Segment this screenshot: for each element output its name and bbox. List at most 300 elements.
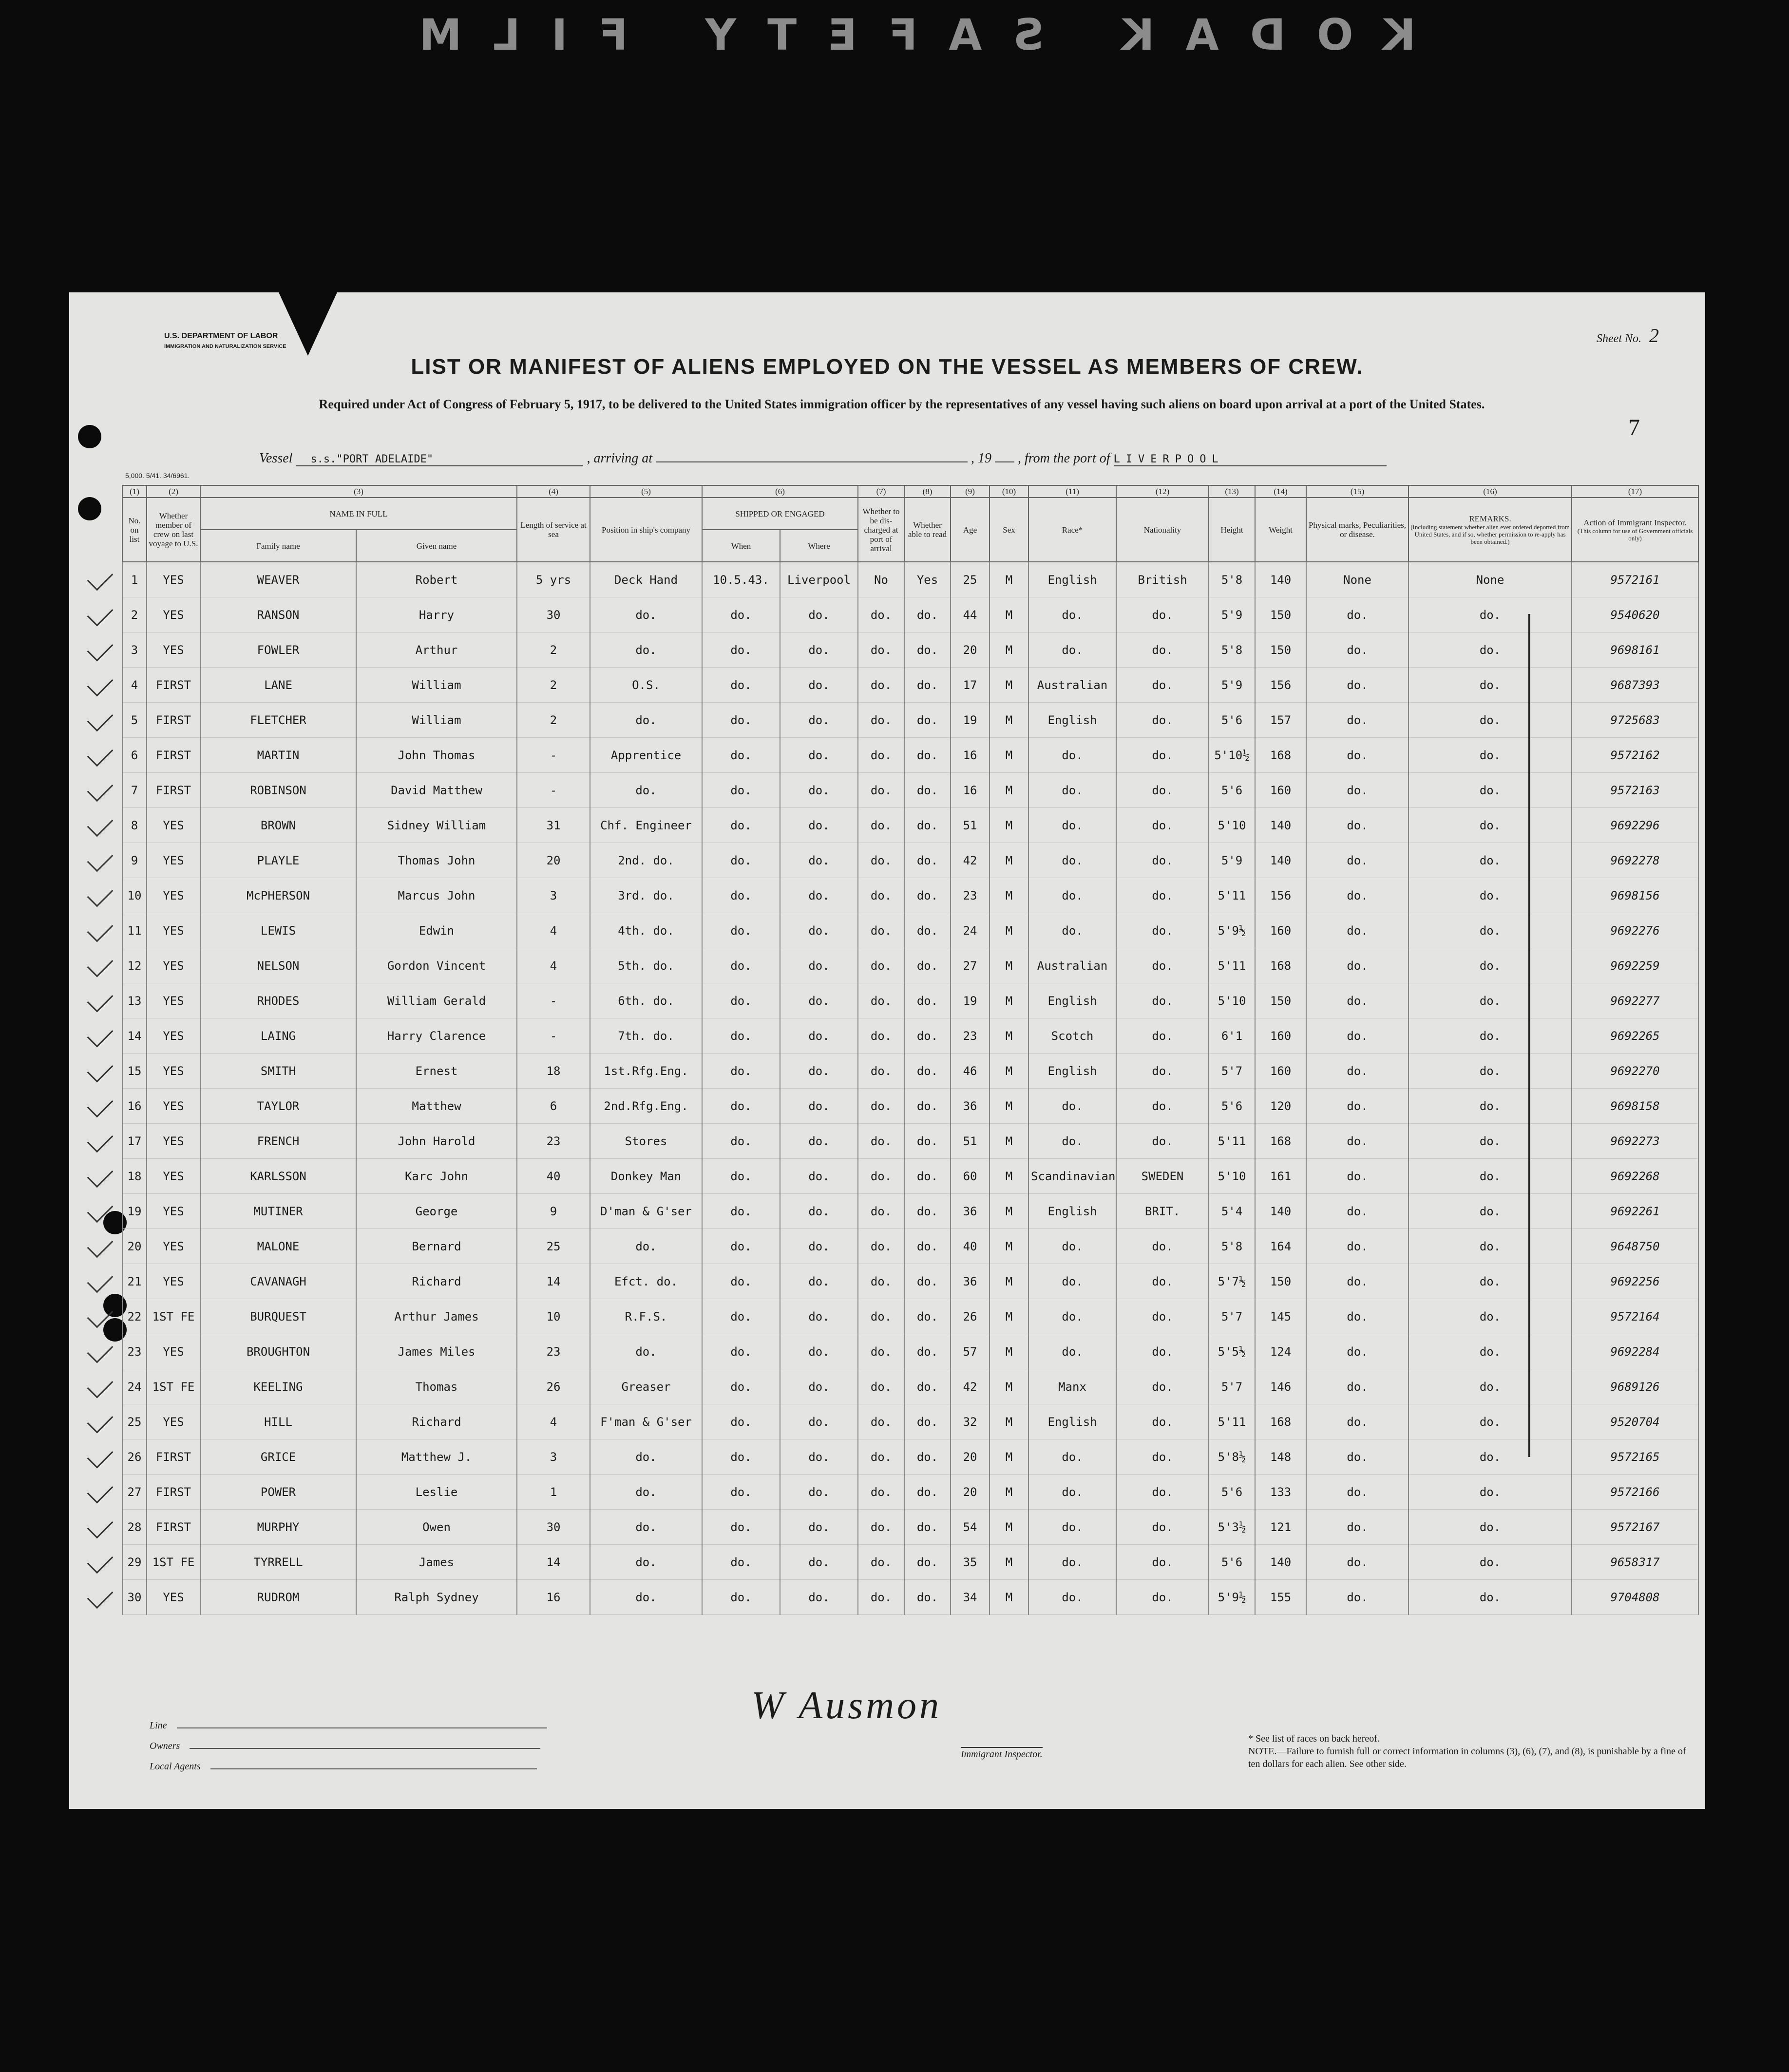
vessel-name: s.s."PORT ADELAIDE"	[296, 453, 583, 466]
height: 5'6	[1209, 1089, 1255, 1124]
inspector-action: 9687393	[1572, 668, 1698, 703]
weight: 140	[1255, 1545, 1306, 1580]
inspector-action: 9572162	[1572, 738, 1698, 773]
weight: 140	[1255, 843, 1306, 878]
family-name: KARLSSON	[200, 1159, 356, 1194]
able-to-read: do.	[904, 1510, 951, 1545]
inspector-action: 9692273	[1572, 1124, 1698, 1159]
race: English	[1028, 1194, 1116, 1229]
remarks: do.	[1408, 773, 1572, 808]
race: do.	[1028, 1510, 1116, 1545]
sex: M	[990, 1018, 1028, 1054]
weight: 160	[1255, 913, 1306, 948]
sex: M	[990, 1264, 1028, 1299]
sex: M	[990, 1334, 1028, 1369]
inspector-action: 9692276	[1572, 913, 1698, 948]
weight: 168	[1255, 1124, 1306, 1159]
nationality: do.	[1116, 1475, 1209, 1510]
table-row	[122, 1580, 1698, 1615]
given-name: William	[356, 703, 517, 738]
table-row	[122, 1264, 1698, 1299]
col-header-discharged: Whether to be dis-charged at port of arrival	[858, 498, 904, 562]
inspector-action: 9572165	[1572, 1439, 1698, 1475]
print-code: 5,000. 5/41. 34/6961.	[125, 472, 190, 480]
discharged: do.	[858, 1404, 904, 1439]
length-of-service: 26	[517, 1369, 590, 1404]
sex: M	[990, 1404, 1028, 1439]
age: 46	[951, 1054, 990, 1089]
family-name: RHODES	[200, 983, 356, 1018]
check-mark	[87, 1477, 114, 1503]
shipped-where: do.	[780, 668, 858, 703]
shipped-where: do.	[780, 1194, 858, 1229]
shipped-when: do.	[702, 1439, 780, 1475]
able-to-read: do.	[904, 1299, 951, 1334]
check-mark	[87, 1337, 114, 1363]
table-row	[122, 1159, 1698, 1194]
shipped-where: do.	[780, 808, 858, 843]
length-of-service: -	[517, 1018, 590, 1054]
age: 25	[951, 562, 990, 597]
weight: 168	[1255, 948, 1306, 983]
inspector-action: 9692259	[1572, 948, 1698, 983]
manifest-sheet	[69, 292, 1705, 1809]
height: 5'8	[1209, 633, 1255, 668]
check-mark	[87, 1407, 114, 1433]
shipped-where: do.	[780, 878, 858, 913]
position: do.	[590, 1510, 702, 1545]
position: do.	[590, 1439, 702, 1475]
position: do.	[590, 1580, 702, 1615]
age: 40	[951, 1229, 990, 1264]
table-row	[122, 562, 1698, 597]
physical-marks: do.	[1306, 878, 1408, 913]
family-name: TYRRELL	[200, 1545, 356, 1580]
given-name: William Gerald	[356, 983, 517, 1018]
remarks: do.	[1408, 878, 1572, 913]
table-row	[122, 1018, 1698, 1054]
able-to-read: do.	[904, 703, 951, 738]
nationality: do.	[1116, 1439, 1209, 1475]
length-of-service: 25	[517, 1229, 590, 1264]
row-number: 8	[122, 808, 147, 843]
race: English	[1028, 562, 1116, 597]
sex: M	[990, 703, 1028, 738]
height: 5'6	[1209, 773, 1255, 808]
sex: M	[990, 1299, 1028, 1334]
inspector-signature: W Ausmon	[751, 1684, 942, 1727]
weight: 168	[1255, 1404, 1306, 1439]
race: do.	[1028, 808, 1116, 843]
shipped-where: do.	[780, 633, 858, 668]
inspector-action: 9692270	[1572, 1054, 1698, 1089]
height: 5'6	[1209, 1545, 1255, 1580]
row-number: 28	[122, 1510, 147, 1545]
shipped-when: do.	[702, 1580, 780, 1615]
inspector-action: 9572164	[1572, 1299, 1698, 1334]
able-to-read: do.	[904, 913, 951, 948]
col-header-physical: Physical marks, Peculiarities, or disease.	[1306, 498, 1408, 562]
check-mark	[87, 705, 114, 731]
race: Scandinavian	[1028, 1159, 1116, 1194]
able-to-read: do.	[904, 773, 951, 808]
physical-marks: do.	[1306, 1334, 1408, 1369]
nationality: do.	[1116, 1264, 1209, 1299]
discharged: do.	[858, 1089, 904, 1124]
nationality: do.	[1116, 1510, 1209, 1545]
shipped-where: do.	[780, 1159, 858, 1194]
col-header-where: Where	[780, 530, 858, 562]
given-name: Arthur James	[356, 1299, 517, 1334]
shipped-when: do.	[702, 1299, 780, 1334]
discharged: do.	[858, 1580, 904, 1615]
weight: 156	[1255, 878, 1306, 913]
physical-marks: do.	[1306, 1124, 1408, 1159]
position: 4th. do.	[590, 913, 702, 948]
family-name: WEAVER	[200, 562, 356, 597]
check-mark	[87, 1021, 114, 1047]
col-header-position: Position in ship's company	[590, 498, 702, 562]
sex: M	[990, 668, 1028, 703]
owners-underline	[190, 1748, 540, 1749]
crew-member-status: FIRST	[147, 773, 200, 808]
races-note: * See list of races on back hereof.	[1248, 1733, 1380, 1744]
physical-marks: do.	[1306, 773, 1408, 808]
position: 5th. do.	[590, 948, 702, 983]
height: 5'6	[1209, 1475, 1255, 1510]
family-name: FOWLER	[200, 633, 356, 668]
position: Apprentice	[590, 738, 702, 773]
sex: M	[990, 1580, 1028, 1615]
height: 5'11	[1209, 1404, 1255, 1439]
given-name: George	[356, 1194, 517, 1229]
check-mark	[87, 1056, 114, 1082]
given-name: Karc John	[356, 1159, 517, 1194]
position: do.	[590, 633, 702, 668]
race: do.	[1028, 1545, 1116, 1580]
nationality: do.	[1116, 1054, 1209, 1089]
check-mark	[87, 951, 114, 977]
able-to-read: do.	[904, 1369, 951, 1404]
shipped-where: do.	[780, 1018, 858, 1054]
inspector-action: 9540620	[1572, 597, 1698, 633]
sex: M	[990, 773, 1028, 808]
given-name: William	[356, 668, 517, 703]
position: Greaser	[590, 1369, 702, 1404]
shipped-where: do.	[780, 1580, 858, 1615]
family-name: MALONE	[200, 1229, 356, 1264]
position: do.	[590, 597, 702, 633]
nationality: do.	[1116, 983, 1209, 1018]
weight: 160	[1255, 1018, 1306, 1054]
shipped-when: do.	[702, 1404, 780, 1439]
position: do.	[590, 1475, 702, 1510]
family-name: SMITH	[200, 1054, 356, 1089]
check-mark	[87, 635, 114, 661]
discharged: do.	[858, 1334, 904, 1369]
sex: M	[990, 633, 1028, 668]
col-num: (2)	[147, 485, 200, 498]
age: 20	[951, 1475, 990, 1510]
given-name: David Matthew	[356, 773, 517, 808]
inspector-action: 9572163	[1572, 773, 1698, 808]
sex: M	[990, 597, 1028, 633]
inspector-action: 9692278	[1572, 843, 1698, 878]
length-of-service: 30	[517, 597, 590, 633]
discharged: do.	[858, 1369, 904, 1404]
physical-marks: do.	[1306, 668, 1408, 703]
line-field	[150, 1720, 547, 1731]
row-number: 11	[122, 913, 147, 948]
physical-marks: do.	[1306, 703, 1408, 738]
row-number: 13	[122, 983, 147, 1018]
nationality: do.	[1116, 1229, 1209, 1264]
column-number-row	[122, 485, 1698, 498]
nationality: do.	[1116, 668, 1209, 703]
given-name: Leslie	[356, 1475, 517, 1510]
check-mark	[87, 810, 114, 837]
shipped-when: do.	[702, 808, 780, 843]
weight: 150	[1255, 597, 1306, 633]
nationality: do.	[1116, 1404, 1209, 1439]
length-of-service: 4	[517, 1404, 590, 1439]
row-number: 2	[122, 597, 147, 633]
physical-marks: do.	[1306, 633, 1408, 668]
given-name: Matthew	[356, 1089, 517, 1124]
table-row	[122, 1369, 1698, 1404]
able-to-read: do.	[904, 738, 951, 773]
weight: 133	[1255, 1475, 1306, 1510]
page-title: LIST OR MANIFEST OF ALIENS EMPLOYED ON THE VESSEL AS MEMBERS OF CREW.	[411, 355, 1364, 379]
length-of-service: 5 yrs	[517, 562, 590, 597]
length-of-service: 1	[517, 1475, 590, 1510]
height: 5'3½	[1209, 1510, 1255, 1545]
remarks: do.	[1408, 1159, 1572, 1194]
remarks: do.	[1408, 983, 1572, 1018]
shipped-where: do.	[780, 597, 858, 633]
col-header-weight: Weight	[1255, 498, 1306, 562]
inspector-action: 9698156	[1572, 878, 1698, 913]
height: 5'11	[1209, 1124, 1255, 1159]
row-number: 17	[122, 1124, 147, 1159]
able-to-read: do.	[904, 1124, 951, 1159]
able-to-read: do.	[904, 633, 951, 668]
weight: 145	[1255, 1299, 1306, 1334]
age: 36	[951, 1194, 990, 1229]
inspector-action: 9698161	[1572, 633, 1698, 668]
shipped-where: do.	[780, 948, 858, 983]
discharged: do.	[858, 1229, 904, 1264]
physical-marks: do.	[1306, 983, 1408, 1018]
col-num: (10)	[990, 485, 1028, 498]
age: 19	[951, 703, 990, 738]
shipped-where: do.	[780, 703, 858, 738]
crew-member-status: YES	[147, 1404, 200, 1439]
given-name: Ralph Sydney	[356, 1580, 517, 1615]
length-of-service: 16	[517, 1580, 590, 1615]
sex: M	[990, 738, 1028, 773]
given-name: John Harold	[356, 1124, 517, 1159]
remarks: do.	[1408, 1475, 1572, 1510]
discharged: do.	[858, 843, 904, 878]
age: 34	[951, 1580, 990, 1615]
row-number: 18	[122, 1159, 147, 1194]
check-mark	[87, 1512, 114, 1538]
crew-member-status: YES	[147, 562, 200, 597]
inspector-action: 9648750	[1572, 1229, 1698, 1264]
remarks: do.	[1408, 1404, 1572, 1439]
inspector-action: 9572166	[1572, 1475, 1698, 1510]
agents-label: Local Agents	[150, 1761, 201, 1772]
weight: 121	[1255, 1510, 1306, 1545]
table-row	[122, 983, 1698, 1018]
page-subtitle: Required under Act of Congress of February 5, 1917, to be delivered to the United States immigration officer by the representatives of any vessel having such aliens on board upon arrival at a port of the United States.	[319, 397, 1485, 411]
family-name: RUDROM	[200, 1580, 356, 1615]
position: do.	[590, 703, 702, 738]
weight: 150	[1255, 633, 1306, 668]
able-to-read: do.	[904, 1545, 951, 1580]
department-name: U.S. DEPARTMENT OF LABOR	[164, 332, 278, 340]
inspector-action: 9689126	[1572, 1369, 1698, 1404]
weight: 150	[1255, 1264, 1306, 1299]
family-name: HILL	[200, 1404, 356, 1439]
physical-marks: do.	[1306, 1194, 1408, 1229]
given-name: Harry Clarence	[356, 1018, 517, 1054]
row-number: 4	[122, 668, 147, 703]
shipped-when: do.	[702, 1475, 780, 1510]
col-header-family: Family name	[200, 530, 356, 562]
family-name: BROUGHTON	[200, 1334, 356, 1369]
race: do.	[1028, 1439, 1116, 1475]
position: F'man & G'ser	[590, 1404, 702, 1439]
family-name: LANE	[200, 668, 356, 703]
weight: 124	[1255, 1334, 1306, 1369]
weight: 155	[1255, 1580, 1306, 1615]
crew-member-status: FIRST	[147, 703, 200, 738]
race: do.	[1028, 1299, 1116, 1334]
nationality: do.	[1116, 738, 1209, 773]
position: 2nd. do.	[590, 843, 702, 878]
race: do.	[1028, 1264, 1116, 1299]
crew-member-status: YES	[147, 948, 200, 983]
table-row	[122, 1439, 1698, 1475]
shipped-where: do.	[780, 1439, 858, 1475]
col-header-given: Given name	[356, 530, 517, 562]
crew-member-status: YES	[147, 1089, 200, 1124]
shipped-where: do.	[780, 1229, 858, 1264]
remarks: do.	[1408, 1124, 1572, 1159]
nationality: do.	[1116, 773, 1209, 808]
row-number: 20	[122, 1229, 147, 1264]
crew-member-status: YES	[147, 843, 200, 878]
weight: 140	[1255, 1194, 1306, 1229]
inspector-action: 9692268	[1572, 1159, 1698, 1194]
row-number: 24	[122, 1369, 147, 1404]
height: 5'8	[1209, 1229, 1255, 1264]
table-row	[122, 878, 1698, 913]
col-header-no: No. on list	[122, 498, 147, 562]
length-of-service: 3	[517, 878, 590, 913]
family-name: BURQUEST	[200, 1299, 356, 1334]
shipped-when: do.	[702, 1264, 780, 1299]
physical-marks: do.	[1306, 1369, 1408, 1404]
able-to-read: do.	[904, 808, 951, 843]
height: 5'11	[1209, 948, 1255, 983]
height: 5'7	[1209, 1299, 1255, 1334]
able-to-read: do.	[904, 1089, 951, 1124]
able-to-read: Yes	[904, 562, 951, 597]
remarks: do.	[1408, 843, 1572, 878]
row-number: 5	[122, 703, 147, 738]
table-row	[122, 808, 1698, 843]
crew-member-status: YES	[147, 878, 200, 913]
race: do.	[1028, 913, 1116, 948]
physical-marks: do.	[1306, 1229, 1408, 1264]
race: do.	[1028, 773, 1116, 808]
height: 5'10	[1209, 808, 1255, 843]
crew-member-status: YES	[147, 1580, 200, 1615]
given-name: Matthew J.	[356, 1439, 517, 1475]
height: 5'7½	[1209, 1264, 1255, 1299]
age: 16	[951, 773, 990, 808]
position: 2nd.Rfg.Eng.	[590, 1089, 702, 1124]
weight: 164	[1255, 1229, 1306, 1264]
age: 24	[951, 913, 990, 948]
given-name: Ernest	[356, 1054, 517, 1089]
crew-member-status: YES	[147, 1018, 200, 1054]
table-row	[122, 1229, 1698, 1264]
age: 60	[951, 1159, 990, 1194]
crew-member-status: YES	[147, 983, 200, 1018]
nationality: do.	[1116, 1545, 1209, 1580]
row-number: 6	[122, 738, 147, 773]
race: Australian	[1028, 948, 1116, 983]
weight: 156	[1255, 668, 1306, 703]
nationality: do.	[1116, 1018, 1209, 1054]
length-of-service: -	[517, 773, 590, 808]
remarks: do.	[1408, 1580, 1572, 1615]
inspector-action: 9704808	[1572, 1580, 1698, 1615]
shipped-where: do.	[780, 738, 858, 773]
discharged: do.	[858, 633, 904, 668]
height: 6'1	[1209, 1018, 1255, 1054]
crew-member-status: FIRST	[147, 1439, 200, 1475]
nationality: do.	[1116, 808, 1209, 843]
able-to-read: do.	[904, 1264, 951, 1299]
shipped-where: do.	[780, 983, 858, 1018]
inspector-action: 9692261	[1572, 1194, 1698, 1229]
able-to-read: do.	[904, 1018, 951, 1054]
shipped-when: do.	[702, 703, 780, 738]
given-name: John Thomas	[356, 738, 517, 773]
race: English	[1028, 1054, 1116, 1089]
col-header-remarks	[1408, 498, 1572, 562]
row-number: 23	[122, 1334, 147, 1369]
height: 5'6	[1209, 703, 1255, 738]
weight: 161	[1255, 1159, 1306, 1194]
age: 51	[951, 808, 990, 843]
height: 5'11	[1209, 878, 1255, 913]
row-number: 30	[122, 1580, 147, 1615]
sex: M	[990, 1089, 1028, 1124]
height: 5'10	[1209, 983, 1255, 1018]
age: 26	[951, 1299, 990, 1334]
shipped-when: do.	[702, 1018, 780, 1054]
col-header-sex: Sex	[990, 498, 1028, 562]
col-num: (11)	[1028, 485, 1116, 498]
physical-marks: do.	[1306, 1580, 1408, 1615]
shipped-when: do.	[702, 1089, 780, 1124]
